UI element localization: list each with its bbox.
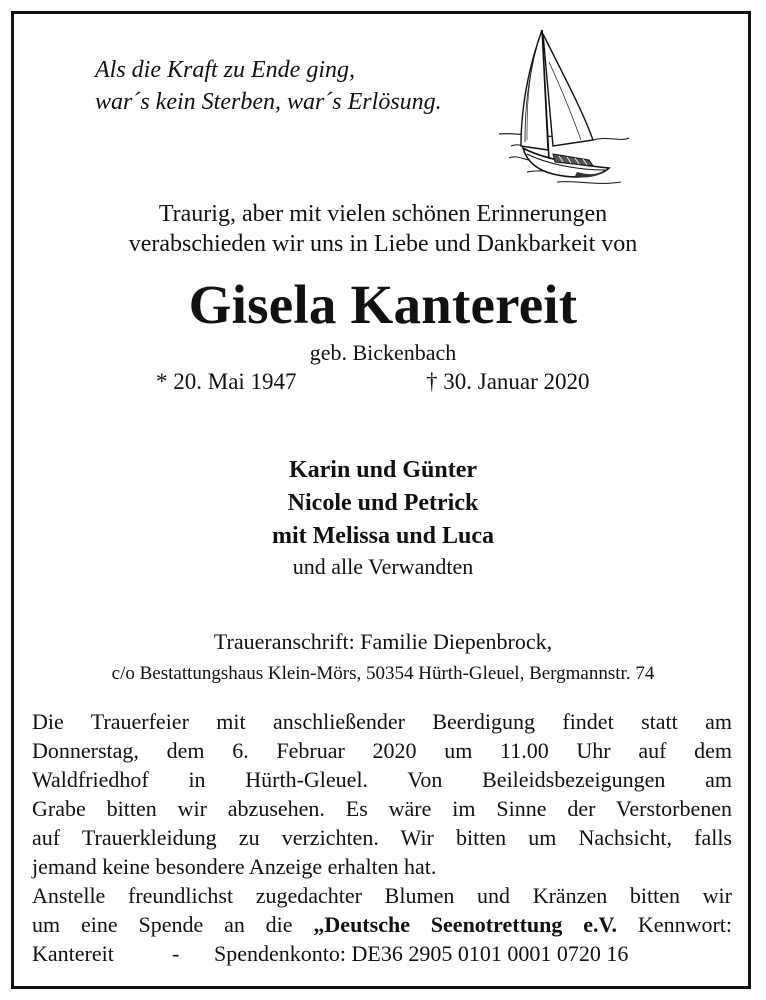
intro-text bbox=[0, 199, 766, 259]
announcement-line-1: Die Trauerfeier mit anschließender Beerdigung findet statt am bbox=[32, 709, 732, 734]
announcement-line-3: Waldfriedhof in Hürth-Gleuel. Von Beileidsbezeigungen am bbox=[32, 767, 732, 792]
mourners-list bbox=[0, 454, 766, 580]
announcement-line-6: jemand keine besondere Anzeige erhalten hat. bbox=[32, 854, 437, 879]
announcement-paragraph bbox=[32, 707, 732, 968]
announcement-line-8 bbox=[32, 910, 732, 939]
separator-dash: - bbox=[172, 941, 180, 966]
life-dates bbox=[0, 367, 766, 397]
donation-account: Spendenkonto: DE36 2905 0101 0001 0720 16 bbox=[214, 941, 629, 966]
keyword-value: Kantereit bbox=[32, 941, 114, 966]
keyword-label: Kennwort: bbox=[637, 912, 733, 937]
mourning-address-line-1: Traueranschrift: Familie Diepenbrock, bbox=[213, 629, 553, 654]
death-date: † 30. Januar 2020 bbox=[426, 369, 590, 394]
donation-organization: „Deutsche Seenotrettung e.V. bbox=[313, 912, 618, 937]
announcement-line-7: Anstelle freundlichst zugedachter Blumen und Kränzen bitten wir bbox=[32, 883, 732, 908]
birth-date: * 20. Mai 1947 bbox=[156, 369, 297, 394]
donation-intro: um eine Spende an die bbox=[32, 912, 314, 937]
sailboat-icon bbox=[497, 22, 631, 194]
mourner-line-2: Nicole und Petrick bbox=[287, 490, 479, 516]
motto-line-2: war´s kein Sterben, war´s Erlösung. bbox=[95, 89, 442, 115]
deceased-name: Gisela Kantereit bbox=[188, 274, 578, 335]
announcement-line-9 bbox=[32, 939, 732, 968]
mourner-line-1: Karin und Günter bbox=[288, 457, 478, 483]
maiden-name: geb. Bickenbach bbox=[309, 340, 457, 365]
announcement-line-2: Donnerstag, dem 6. Februar 2020 um 11.00 Uhr auf dem bbox=[32, 738, 732, 763]
announcement-line-4: Grabe bitten wir abzusehen. Es wäre im Sinne der Verstorbenen bbox=[32, 796, 732, 821]
intro-line-1: Traurig, aber mit vielen schönen Erinnerungen bbox=[158, 201, 608, 227]
mourner-line-3: mit Melissa und Luca bbox=[271, 523, 495, 549]
announcement-line-5: auf Trauerkleidung zu verzichten. Wir bitten um Nachsicht, falls bbox=[32, 825, 732, 850]
motto-line-1: Als die Kraft zu Ende ging, bbox=[95, 57, 355, 83]
intro-line-2: verabschieden wir uns in Liebe und Dankbarkeit von bbox=[128, 231, 638, 257]
mourning-address-line-2: c/o Bestattungshaus Klein-Mörs, 50354 Hürth-Gleuel, Bergmannstr. 74 bbox=[111, 663, 655, 684]
motto-verse bbox=[95, 54, 442, 118]
mourner-line-4: und alle Verwandten bbox=[292, 554, 474, 579]
